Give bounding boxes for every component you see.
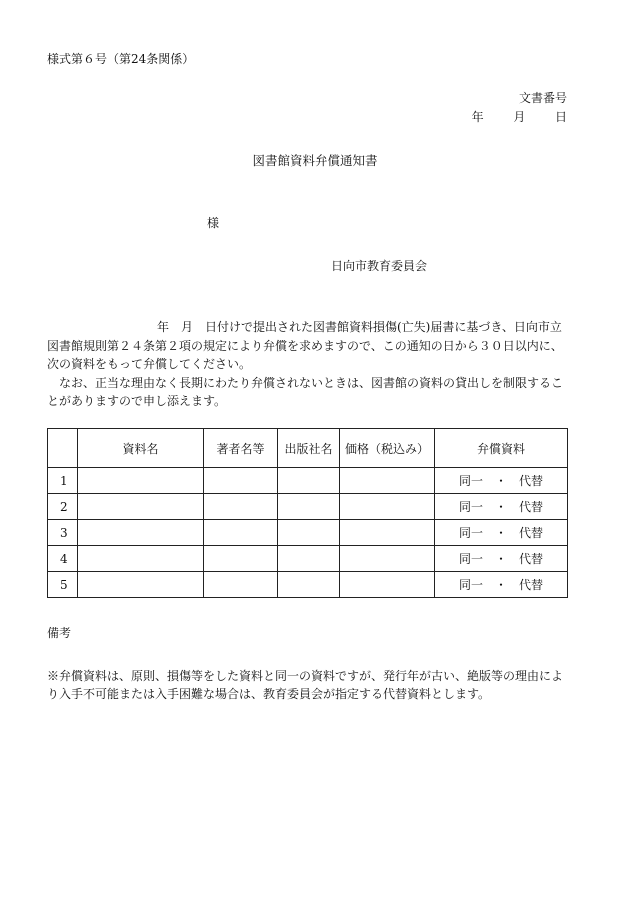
author-cell[interactable] — [204, 494, 278, 520]
author-cell[interactable] — [204, 572, 278, 598]
price-cell[interactable] — [340, 546, 435, 572]
row-number: 5 — [48, 572, 78, 598]
compensation-choice[interactable]: 同一 ・ 代替 — [435, 520, 568, 546]
compensation-choice[interactable]: 同一 ・ 代替 — [435, 494, 568, 520]
date-month-label: 月 — [513, 110, 526, 124]
price-cell[interactable] — [340, 494, 435, 520]
row-number: 2 — [48, 494, 78, 520]
addressee-suffix: 様 — [207, 216, 220, 230]
date-day-label: 日 — [554, 110, 567, 124]
compensation-items-table — [47, 428, 568, 598]
header-publisher: 出版社名 — [278, 429, 340, 468]
compensation-note: ※弁償資料は、原則、損傷等をした資料と同一の資料ですが、発行年が古い、絶版等の理由により入手不可能または入手困難な場合は、教育委員会が指定する代替資料とします。 — [47, 669, 564, 701]
price-cell[interactable] — [340, 520, 435, 546]
author-cell[interactable] — [204, 546, 278, 572]
publisher-cell[interactable] — [278, 572, 340, 598]
remarks-label: 備考 — [47, 626, 72, 640]
table-row — [48, 572, 568, 598]
row-number: 1 — [48, 468, 78, 494]
date-line — [472, 108, 567, 125]
table-row — [48, 520, 568, 546]
publisher-cell[interactable] — [278, 468, 340, 494]
price-cell[interactable] — [340, 572, 435, 598]
document-title: 図書館資料弁償通知書 — [252, 153, 378, 168]
price-cell[interactable] — [340, 468, 435, 494]
body-text — [47, 318, 569, 411]
material-name-cell[interactable] — [78, 468, 204, 494]
author-cell[interactable] — [204, 520, 278, 546]
table-header-row — [48, 429, 568, 468]
table-row — [48, 494, 568, 520]
header-number — [48, 429, 78, 468]
body-paragraph-1: 年 月 日付けで提出された図書館資料損傷(亡失)届書に基づき、日向市立図書館規則第２４条第２項の規定により弁償を求めますので、この通知の日から３０日以内に、次の資料をもって弁償してください。 — [47, 320, 563, 371]
date-year-label: 年 — [471, 110, 484, 124]
compensation-choice[interactable]: 同一 ・ 代替 — [435, 546, 568, 572]
document-number-label: 文書番号 — [518, 91, 567, 105]
compensation-choice[interactable]: 同一 ・ 代替 — [435, 572, 568, 598]
material-name-cell[interactable] — [78, 494, 204, 520]
header-compensation-material: 弁償資料 — [435, 429, 568, 468]
compensation-choice[interactable]: 同一 ・ 代替 — [435, 468, 568, 494]
material-name-cell[interactable] — [78, 520, 204, 546]
author-cell[interactable] — [204, 468, 278, 494]
publisher-cell[interactable] — [278, 494, 340, 520]
publisher-cell[interactable] — [278, 520, 340, 546]
publisher-cell[interactable] — [278, 546, 340, 572]
issuer-name: 日向市教育委員会 — [331, 259, 428, 273]
row-number: 4 — [48, 546, 78, 572]
table-row — [48, 546, 568, 572]
header-author: 著者名等 — [204, 429, 278, 468]
header-material-name: 資料名 — [78, 429, 204, 468]
body-paragraph-2: なお、正当な理由なく長期にわたり弁償されないときは、図書館の資料の貸出しを制限することがありますので申し添えます。 — [47, 375, 564, 408]
material-name-cell[interactable] — [78, 546, 204, 572]
row-number: 3 — [48, 520, 78, 546]
table-row — [48, 468, 568, 494]
form-number: 様式第６号（第24条関係） — [47, 52, 195, 66]
header-price: 価格（税込み） — [340, 429, 435, 468]
material-name-cell[interactable] — [78, 572, 204, 598]
